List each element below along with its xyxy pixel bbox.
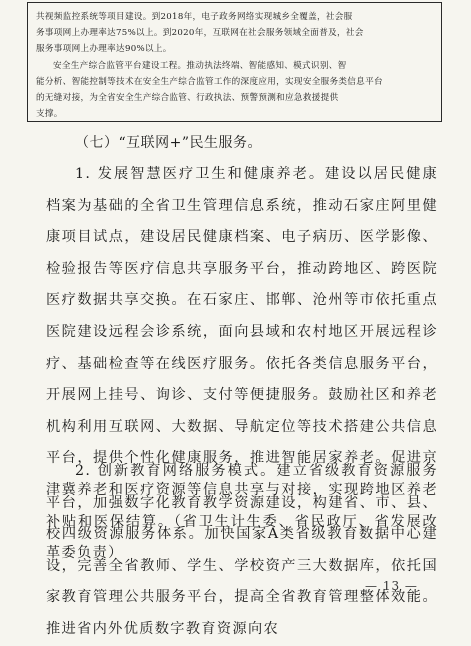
page-number: — 13 — [365, 579, 418, 593]
item-1-paragraph: 1. 发展智慧医疗卫生和健康养老。建设以居民健康档案为基础的全省卫生管理信息系统，推动石家庄阿里健康项目试点，建设居民健康档案、电子病历、医学影像、检验报告等医疗信息共享服务平台，推动跨地区、跨医院医疗数据共享交换。在石家庄、邯郸、沧州等市依托重点医院建设远程会诊系统，面向县域和农村地区开展远程诊疗、基础检查等在线医疗服务。依托各类信息服务平台，开展网上挂号、询诊、支付等便捷服务。鼓励社区和养老机构利用互联网、大数据、导航定位等技术搭建公共信息平台，提供个性化健康服务，推进智能居家养老。促进京津冀养老和医疗资源等信息共享与对接，实现跨地区养老补贴和医保结算。（省卫生计生委、省民政厅、省发展改革委负责） [46, 166, 438, 562]
item-2-paragraph-block [46, 456, 438, 646]
section-heading: （七）“互联网+”民生服务。 [75, 135, 263, 151]
box-paragraph-1-line-2: 务事项网上办理率达75%以上。到2020年，互联网在社会服务领域全面普及，社会 [36, 28, 364, 39]
item-2-paragraph: 2. 创新教育网络服务模式。建立省级教育资源服务平台，加强数字化教育教学资源建设，构建省、市、县、校四级资源服务体系。加快国家A类省级教育数据中心建设，完善全省教师、学生、学校资产三大数据库，依托国家教育管理公共服务平台，提高全省教育管理整体效能。推进省内外优质数字教育资源向农 [46, 463, 438, 637]
box-paragraph-2-line-4: 支撑。 [36, 109, 63, 120]
box-paragraph-2-line-3: 的无缝对接，为全省安全生产综合监管、行政执法、预警预测和应急救援提供 [36, 93, 339, 104]
box-paragraph-2-line-1: 安全生产综合监管平台建设工程。推动执法终端、智能感知、模式识别、智 [53, 60, 347, 71]
box-paragraph-2-line-2: 能分析、智能控制等技术在安全生产综合监管工作的深度应用，实现安全服务类信息平台 [36, 76, 383, 87]
box-paragraph-1-line-3: 服务事项网上办理率达90%以上。 [36, 44, 172, 55]
project-text-box [27, 2, 442, 122]
box-paragraph-1-line-1: 共视频监控系统等项目建设。到2018年，电子政务网络实现城乡全覆盖，社会服 [36, 12, 353, 22]
